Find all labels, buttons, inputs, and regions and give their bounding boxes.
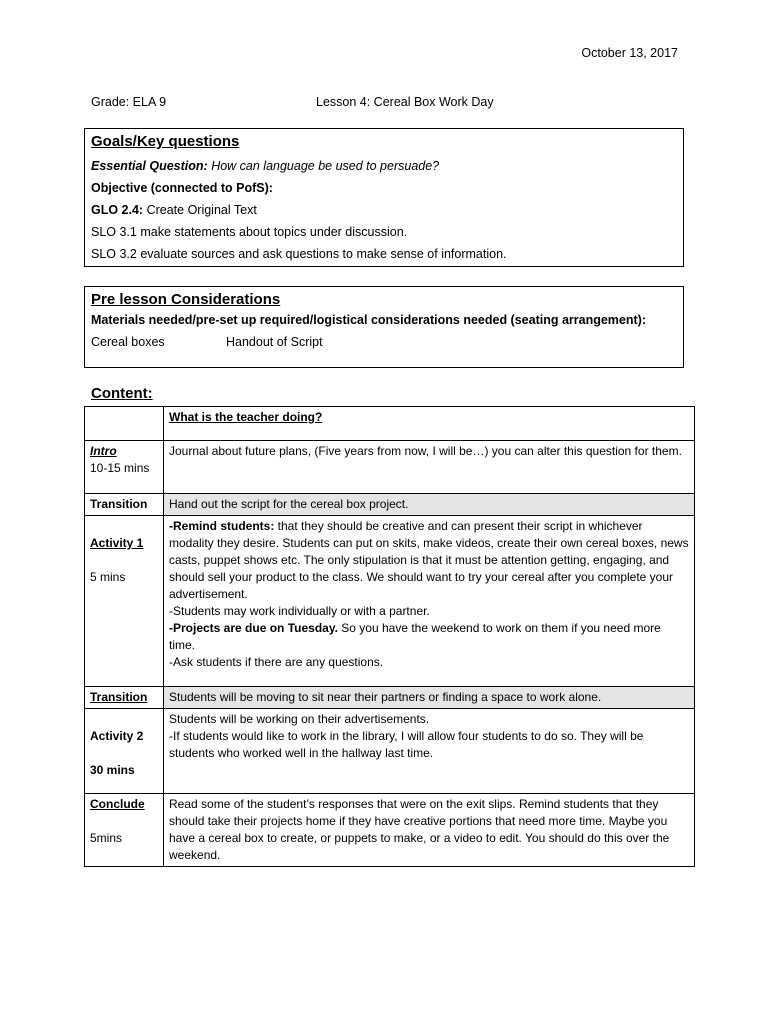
activity2-line2: -If students would like to work in the library, I will allow four students to do so. They will be students who worked well in the hallway last time. — [169, 729, 644, 760]
glo-label: GLO 2.4: — [91, 203, 144, 217]
slo-3-1: SLO 3.1 make statements about topics under discussion. — [91, 225, 408, 239]
activity1-partner-line: -Students may work individually or with a partner. — [169, 604, 430, 618]
transition1-label: Transition — [85, 494, 164, 516]
transition1-text: Hand out the script for the cereal box project. — [164, 494, 695, 516]
due-text: So you have the weekend to work on them if you need more time. — [169, 621, 661, 652]
table-header-row — [85, 407, 695, 441]
conclude-label: Conclude — [90, 797, 145, 811]
glo-line — [91, 199, 677, 221]
conclude-time: 5mins — [90, 831, 123, 845]
objective-label: Objective (connected to PofS): — [91, 181, 273, 195]
materials-label: Materials needed/pre-set up required/logistical considerations needed (seating arrangement): — [91, 313, 646, 327]
table-row — [85, 494, 695, 516]
activity2-cell — [85, 709, 164, 794]
header-empty-cell — [85, 407, 164, 441]
transition2-text: Students will be moving to sit near their partners or finding a space to work alone. — [164, 687, 695, 709]
slo-3-2: SLO 3.2 evaluate sources and ask questions to make sense of information. — [91, 247, 507, 261]
essential-question-text: How can language be used to persuade? — [211, 159, 440, 173]
table-row — [85, 794, 695, 867]
lesson-date: October 13, 2017 — [581, 46, 678, 60]
due-label: -Projects are due on Tuesday. — [169, 621, 338, 635]
remind-text: that they should be creative and can present their script in whichever modality they desire. Students can put on skits, make videos, create their own cereal boxes, news casts, puppet shows etc. The only stipulation is that it must be attention getting, engaging, and should sell your product to the class. We should want to try your cereal after you complete your advertisement. — [169, 519, 689, 601]
glo-text: Create Original Text — [146, 203, 257, 217]
table-row — [85, 709, 695, 794]
table-row — [85, 687, 695, 709]
activity2-time: 30 mins — [90, 763, 135, 777]
essential-question-label: Essential Question: — [91, 159, 208, 173]
conclude-text: Read some of the student’s responses that were on the exit slips. Remind students that they should take their projects home if they have creative portions that need more time. Maybe you have a cereal box to create, or puppets to make, or a video to edit. You should do this over the weekend. — [164, 794, 695, 867]
intro-time: 10-15 mins — [90, 461, 150, 475]
activity1-label: Activity 1 — [90, 536, 144, 550]
pre-lesson-section — [84, 286, 684, 368]
activity2-label: Activity 2 — [90, 729, 144, 743]
conclude-cell — [85, 794, 164, 867]
activity1-text — [164, 516, 695, 687]
activity1-cell — [85, 516, 164, 687]
content-table — [84, 406, 695, 867]
pre-lesson-title: Pre lesson Considerations — [91, 291, 281, 308]
intro-label: Intro — [90, 444, 117, 458]
essential-question — [91, 155, 677, 177]
material-script-handout: Handout of Script — [226, 335, 323, 349]
intro-cell — [85, 441, 164, 494]
teacher-doing-header: What is the teacher doing? — [164, 407, 695, 441]
material-cereal-boxes: Cereal boxes — [91, 335, 165, 349]
table-row — [85, 516, 695, 687]
intro-text: Journal about future plans, (Five years from now, I will be…) you can alter this question for them. — [164, 441, 695, 494]
activity1-time: 5 mins — [90, 570, 126, 584]
content-title: Content: — [91, 385, 153, 402]
remind-label: -Remind students: — [169, 519, 275, 533]
table-row — [85, 441, 695, 494]
grade-label: Grade: ELA 9 — [91, 95, 167, 109]
goals-section — [84, 128, 684, 267]
activity2-line1: Students will be working on their advertisements. — [169, 712, 430, 726]
activity2-text — [164, 709, 695, 794]
activity1-questions-line: -Ask students if there are any questions. — [169, 655, 384, 669]
goals-title: Goals/Key questions — [91, 133, 240, 150]
lesson-title: Lesson 4: Cereal Box Work Day — [316, 95, 494, 109]
transition2-label: Transition — [85, 687, 164, 709]
materials-list — [91, 335, 677, 355]
activity1-due — [169, 620, 689, 654]
activity1-remind — [169, 518, 689, 603]
